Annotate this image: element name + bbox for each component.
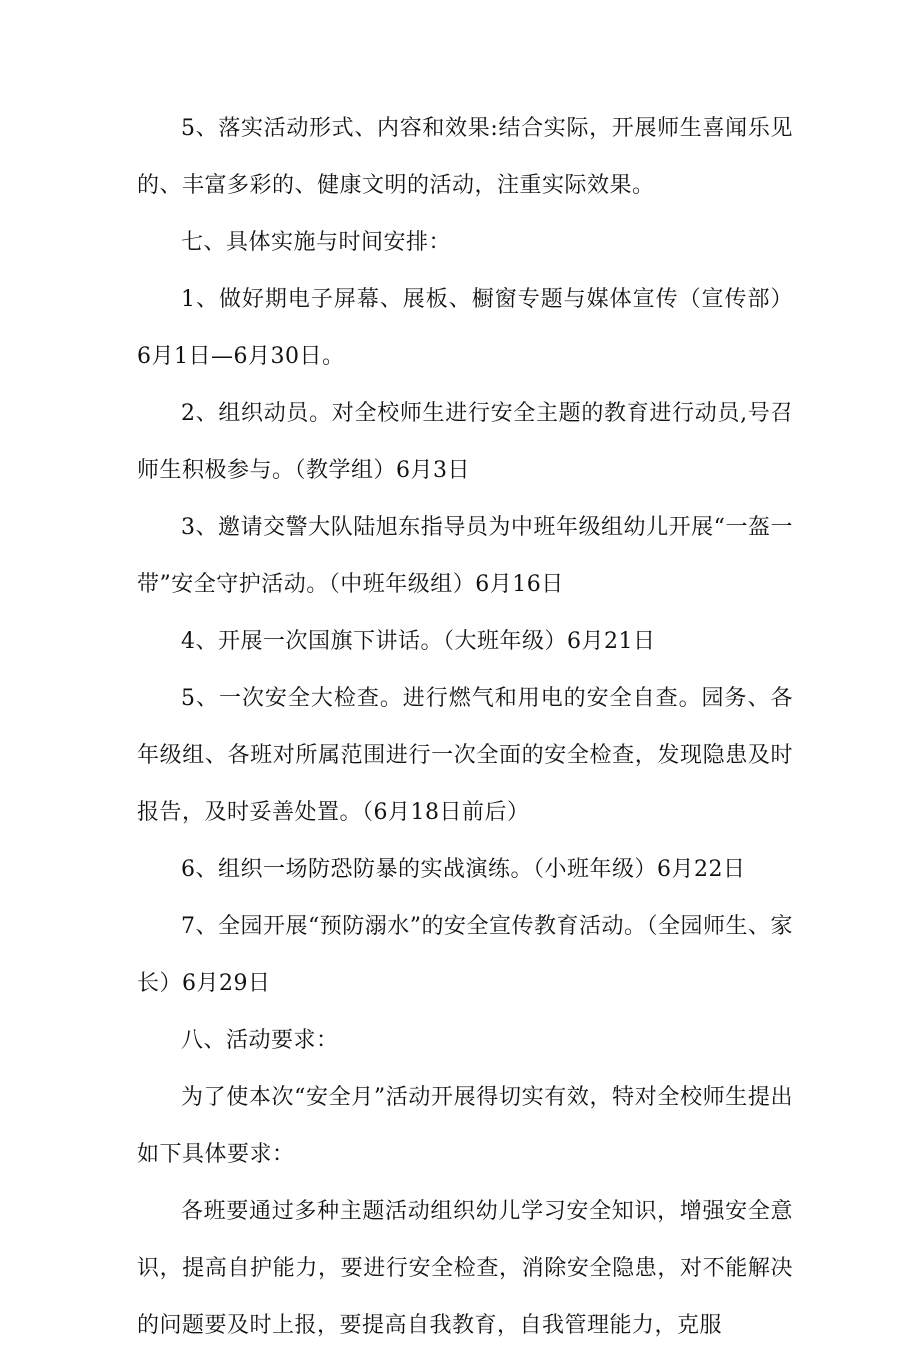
schedule-item-2-mobilization: 2、组织动员。对全校师生进行安全主题的教育进行动员,号召师生积极参与。（教学组）6月3日 xyxy=(137,401,793,483)
section-heading-7-implementation: 七、具体实施与时间安排： xyxy=(181,230,452,255)
document-body xyxy=(137,100,793,1354)
schedule-item-3-traffic-police: 3、邀请交警大队陆旭东指导员为中班年级组幼儿开展“一盔一带”安全守护活动。（中班年级组）6月16日 xyxy=(137,515,793,597)
schedule-item-1-publicity: 1、做好期电子屏幕、展板、橱窗专题与媒体宣传（宣传部）6月1日—6月30日。 xyxy=(137,287,793,369)
section-heading-8-requirements: 八、活动要求： xyxy=(181,1028,339,1053)
paragraph-item-5-activity-form: 5、落实活动形式、内容和效果:结合实际，开展师生喜闻乐见的、丰富多彩的、健康文明的活动，注重实际效果。 xyxy=(137,116,793,198)
schedule-item-6-drill: 6、组织一场防恐防暴的实战演练。（小班年级）6月22日 xyxy=(181,857,746,882)
schedule-item-7-drowning-prevention: 7、全园开展“预防溺水”的安全宣传教育活动。（全园师生、家长）6月29日 xyxy=(137,914,793,996)
schedule-item-4-flag-speech: 4、开展一次国旗下讲话。（大班年级）6月21日 xyxy=(181,629,656,654)
requirements-intro: 为了使本次“安全月”活动开展得切实有效，特对全校师生提出如下具体要求： xyxy=(137,1085,793,1167)
schedule-item-5-safety-inspection: 5、一次安全大检查。进行燃气和用电的安全自查。园务、各年级组、各班对所属范围进行一次全面的安全检查，发现隐患及时报告，及时妥善处置。（6月18日前后） xyxy=(137,686,793,825)
requirements-class-activities: 各班要通过多种主题活动组织幼儿学习安全知识，增强安全意识，提高自护能力，要进行安全检查，消除安全隐患，对不能解决的问题要及时上报，要提高自我教育，自我管理能力，克服 xyxy=(137,1199,793,1338)
